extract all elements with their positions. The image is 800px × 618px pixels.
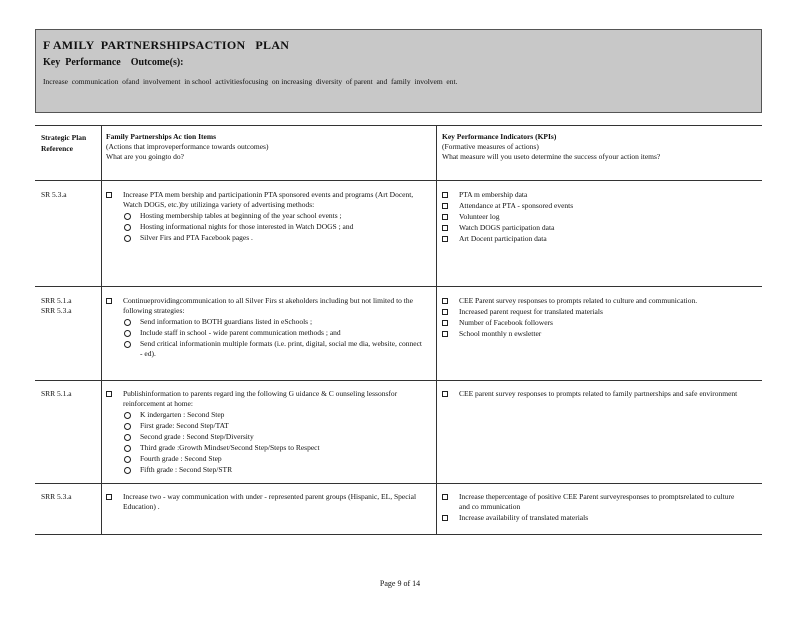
- bullet-circle-icon: [124, 341, 131, 348]
- col-header-kpis-sub: (Formative measures of actions): [442, 142, 539, 151]
- kpi-text: Number of Facebook followers: [459, 318, 553, 327]
- col-header-reference: Strategic Plan Reference: [41, 133, 87, 153]
- bullet-square-icon: [442, 214, 448, 220]
- bullet-square-icon: [442, 236, 448, 242]
- col-header-kpis-question: What measure will you useto determine the success ofyour action items?: [442, 152, 661, 161]
- action-text: Increase PTA mem bership and participationin PTA sponsored events and programs (Art Docent, Watch DOGS, etc.)by utilizinga variety of advertising methods:: [123, 190, 414, 209]
- action-sub-text: Second grade : Second Step/Diversity: [140, 432, 254, 441]
- kpi-item: [442, 234, 742, 244]
- strategic-ref: SR 5.3.a: [41, 190, 67, 199]
- action-text: Increase two - way communication with under - represented parent groups (Hispanic, EL, Special Education) .: [123, 492, 417, 511]
- action-sub-item: [123, 233, 424, 243]
- action-sub-text: Hosting informational nights for those interested in Watch DOGS ; and: [140, 222, 354, 231]
- bullet-circle-icon: [124, 445, 131, 452]
- kpi-text: Volunteer log: [459, 212, 500, 221]
- action-sub-text: K indergarten : Second Step: [140, 410, 225, 419]
- action-sub-item: [123, 339, 424, 359]
- action-item: [106, 296, 424, 360]
- action-sub-text: Fourth grade : Second Step: [140, 454, 222, 463]
- kpi-text: Increased parent request for translated materials: [459, 307, 603, 316]
- action-sub-text: Send information to BOTH guardians listed in eSchools ;: [140, 317, 313, 326]
- col-header-actions: [106, 132, 431, 162]
- plan-header: [35, 29, 762, 113]
- bullet-square-icon: [442, 203, 448, 209]
- kpi-item: [442, 318, 742, 328]
- bullet-circle-icon: [124, 456, 131, 463]
- kpi-text: Attendance at PTA - sponsored events: [459, 201, 574, 210]
- bullet-square-icon: [442, 225, 448, 231]
- kpi-text: Watch DOGS participation data: [459, 223, 555, 232]
- kpi-text: Increase thepercentage of positive CEE Parent surveyresponses to promptsrelated to culture and co mmunication: [459, 492, 735, 511]
- action-plan-table: [35, 125, 762, 535]
- col-header-actions-title: Family Partnerships Ac tion Items: [106, 132, 216, 141]
- row-divider: [35, 380, 762, 381]
- bullet-square-icon: [106, 192, 112, 198]
- bullet-square-icon: [442, 309, 448, 315]
- action-sub-item: [123, 454, 424, 464]
- action-sub-item: [123, 211, 424, 221]
- action-sub-item: [123, 421, 424, 431]
- action-item: [106, 389, 424, 476]
- bullet-circle-icon: [124, 224, 131, 231]
- col-divider: [101, 126, 102, 534]
- bullet-circle-icon: [124, 412, 131, 419]
- bullet-square-icon: [106, 494, 112, 500]
- action-item: [106, 190, 424, 244]
- action-sub-text: Third grade :Growth Mindset/Second Step/Steps to Respect: [140, 443, 320, 452]
- row-divider: [35, 180, 762, 181]
- row-divider: [35, 286, 762, 287]
- kpi-item: [442, 307, 742, 317]
- kpi-list: [442, 492, 742, 524]
- bullet-square-icon: [106, 298, 112, 304]
- action-item: [106, 492, 424, 513]
- bullet-circle-icon: [124, 235, 131, 242]
- bullet-circle-icon: [124, 423, 131, 430]
- bullet-circle-icon: [124, 319, 131, 326]
- bullet-circle-icon: [124, 330, 131, 337]
- action-text: Continueprovidingcommunication to all Silver Firs st akeholders including but not limited to the following strategies:: [123, 296, 413, 315]
- bullet-circle-icon: [124, 213, 131, 220]
- kpi-text: Increase availability of translated materials: [459, 513, 589, 522]
- page-title: F AMILY PARTNERSHIPSACTION PLAN: [43, 38, 290, 52]
- col-header-kpis-title: Key Performance Indicators (KPIs): [442, 132, 557, 141]
- kpi-item: [442, 513, 742, 523]
- action-sub-text: Send critical informationin multiple formats (i.e. print, digital, social me dia, website, connect - ed).: [140, 339, 423, 358]
- col-divider: [436, 126, 437, 534]
- action-sub-text: Hosting membership tables at beginning of the year school events ;: [140, 211, 342, 220]
- action-sub-item: [123, 328, 424, 338]
- bullet-square-icon: [442, 391, 448, 397]
- bullet-square-icon: [442, 331, 448, 337]
- kpi-item: [442, 389, 742, 399]
- action-sub-item: [123, 410, 424, 420]
- strategic-ref: SRR 5.3.a: [41, 492, 72, 501]
- bullet-circle-icon: [124, 434, 131, 441]
- kpi-item: [442, 212, 742, 222]
- action-sub-item: [123, 222, 424, 232]
- action-sub-text: Silver Firs and PTA Facebook pages .: [140, 233, 253, 242]
- bullet-square-icon: [442, 298, 448, 304]
- kpi-list: [442, 190, 742, 245]
- kpi-item: [442, 201, 742, 211]
- kpo-label: Key Performance Outcome(s):: [43, 57, 184, 68]
- kpi-item: [442, 329, 742, 339]
- action-sub-text: Include staff in school - wide parent communication methods ; and: [140, 328, 341, 337]
- action-sub-text: Fifth grade : Second Step/STR: [140, 465, 233, 474]
- action-text: Publishinformation to parents regard ing the following G uidance & C ounseling lessonsfor reinforcement at home:: [123, 389, 398, 408]
- bullet-circle-icon: [124, 467, 131, 474]
- bullet-square-icon: [106, 391, 112, 397]
- bullet-square-icon: [442, 494, 448, 500]
- bullet-square-icon: [442, 192, 448, 198]
- kpi-text: School monthly n ewsletter: [459, 329, 542, 338]
- outcome-text: Increase communication ofand involvement in school activitiesfocusing on increasing diversity of parent and family involvem ent.: [43, 77, 458, 86]
- action-sub-item: [123, 443, 424, 453]
- kpi-item: [442, 296, 742, 306]
- kpi-item: [442, 190, 742, 200]
- action-sub-text: First grade: Second Step/TAT: [140, 421, 229, 430]
- kpi-text: CEE Parent survey responses to prompts related to culture and communication.: [459, 296, 698, 305]
- col-header-kpis: [442, 132, 742, 162]
- page-number: Page 9 of 14: [379, 579, 421, 588]
- kpi-text: CEE parent survey responses to prompts related to family partnerships and safe environment: [459, 389, 738, 398]
- action-sub-item: [123, 465, 424, 475]
- action-sub-item: [123, 432, 424, 442]
- kpi-item: [442, 492, 742, 512]
- action-sub-item: [123, 317, 424, 327]
- col-header-actions-question: What are you goingto do?: [106, 152, 184, 161]
- kpi-item: [442, 223, 742, 233]
- col-header-actions-sub: (Actions that improveperformance towards outcomes): [106, 142, 269, 151]
- strategic-ref: SRR 5.1.a SRR 5.3.a: [41, 296, 72, 315]
- kpi-text: Art Docent participation data: [459, 234, 547, 243]
- kpi-list: [442, 296, 742, 340]
- bullet-square-icon: [442, 515, 448, 521]
- row-divider: [35, 483, 762, 484]
- kpi-text: PTA m embership data: [459, 190, 528, 199]
- bullet-square-icon: [442, 320, 448, 326]
- kpi-list: [442, 389, 742, 400]
- strategic-ref: SRR 5.1.a: [41, 389, 72, 398]
